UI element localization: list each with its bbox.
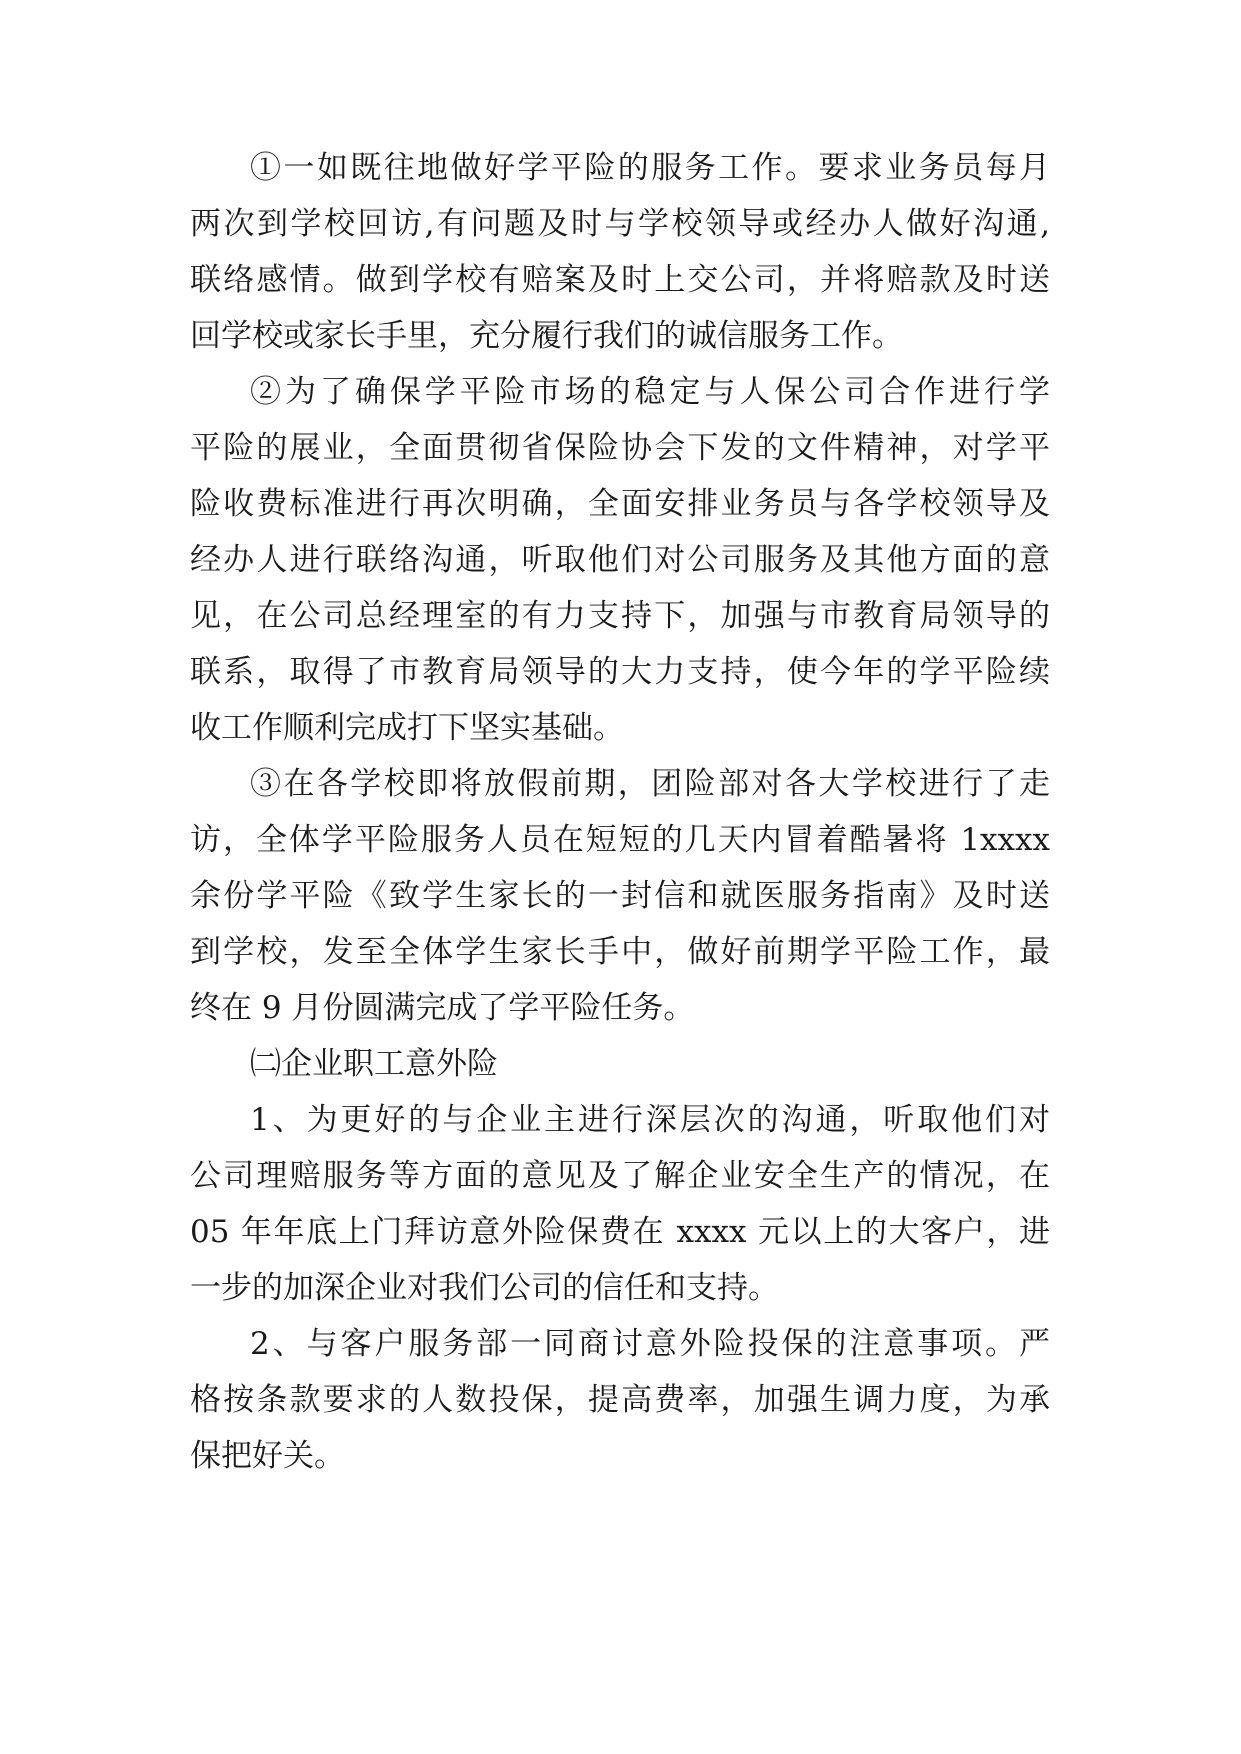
paragraph-2-line-2: 平险的展业，全面贯彻省保险协会下发的文件精神，对学平 [190, 430, 1050, 466]
paragraph-3-line-3: 余份学平险《致学生家长的一封信和就医服务指南》及时送 [190, 878, 1050, 914]
paragraph-4-line-1: 1、为更好的与企业主进行深层次的沟通，听取他们对 [250, 1102, 1050, 1138]
paragraph-2-line-5: 见，在公司总经理室的有力支持下，加强与市教育局领导的 [190, 598, 1050, 634]
paragraph-1-line-2: 两次到学校回访,有问题及时与学校领导或经办人做好沟通, [190, 206, 1050, 242]
paragraph-4-line-4: 一步的加深企业对我们公司的信任和支持。 [190, 1270, 779, 1306]
paragraph-3-line-1: ③在各学校即将放假前期，团险部对各大学校进行了走 [250, 766, 1050, 802]
paragraph-2-line-1: ②为了确保学平险市场的稳定与人保公司合作进行学 [250, 374, 1050, 410]
paragraph-1-line-4: 回学校或家长手里，充分履行我们的诚信服务工作。 [190, 318, 903, 354]
paragraph-2-line-3: 险收费标准进行再次明确，全面安排业务员与各学校领导及 [190, 486, 1050, 522]
paragraph-3-line-2: 访，全体学平险服务人员在短短的几天内冒着酷暑将 1xxxx [190, 822, 1050, 858]
paragraph-3-line-4: 到学校，发至全体学生家长手中，做好前期学平险工作，最 [190, 934, 1050, 970]
paragraph-2-line-4: 经办人进行联络沟通，听取他们对公司服务及其他方面的意 [190, 542, 1050, 578]
paragraph-5-line-1: 2、与客户服务部一同商讨意外险投保的注意事项。严 [250, 1326, 1050, 1362]
paragraph-5-line-2: 格按条款要求的人数投保，提高费率，加强生调力度，为承 [190, 1382, 1050, 1418]
paragraph-2-line-6: 联系，取得了市教育局领导的大力支持，使今年的学平险续 [190, 654, 1050, 690]
paragraph-1-line-3: 联络感情。做到学校有赔案及时上交公司，并将赔款及时送 [190, 262, 1050, 298]
paragraph-2-line-7: 收工作顺利完成打下坚实基础。 [190, 710, 624, 746]
section-heading: ㈡企业职工意外险 [250, 1046, 498, 1082]
paragraph-5-line-3: 保把好关。 [190, 1438, 345, 1474]
paragraph-4-line-3: 05 年年底上门拜访意外险保费在 xxxx 元以上的大客户，进 [190, 1214, 1050, 1250]
paragraph-3-line-5: 终在 9 月份圆满完成了学平险任务。 [190, 990, 695, 1026]
paragraph-4-line-2: 公司理赔服务等方面的意见及了解企业安全生产的情况，在 [190, 1158, 1050, 1194]
paragraph-1-line-1: ①一如既往地做好学平险的服务工作。要求业务员每月 [250, 150, 1050, 186]
